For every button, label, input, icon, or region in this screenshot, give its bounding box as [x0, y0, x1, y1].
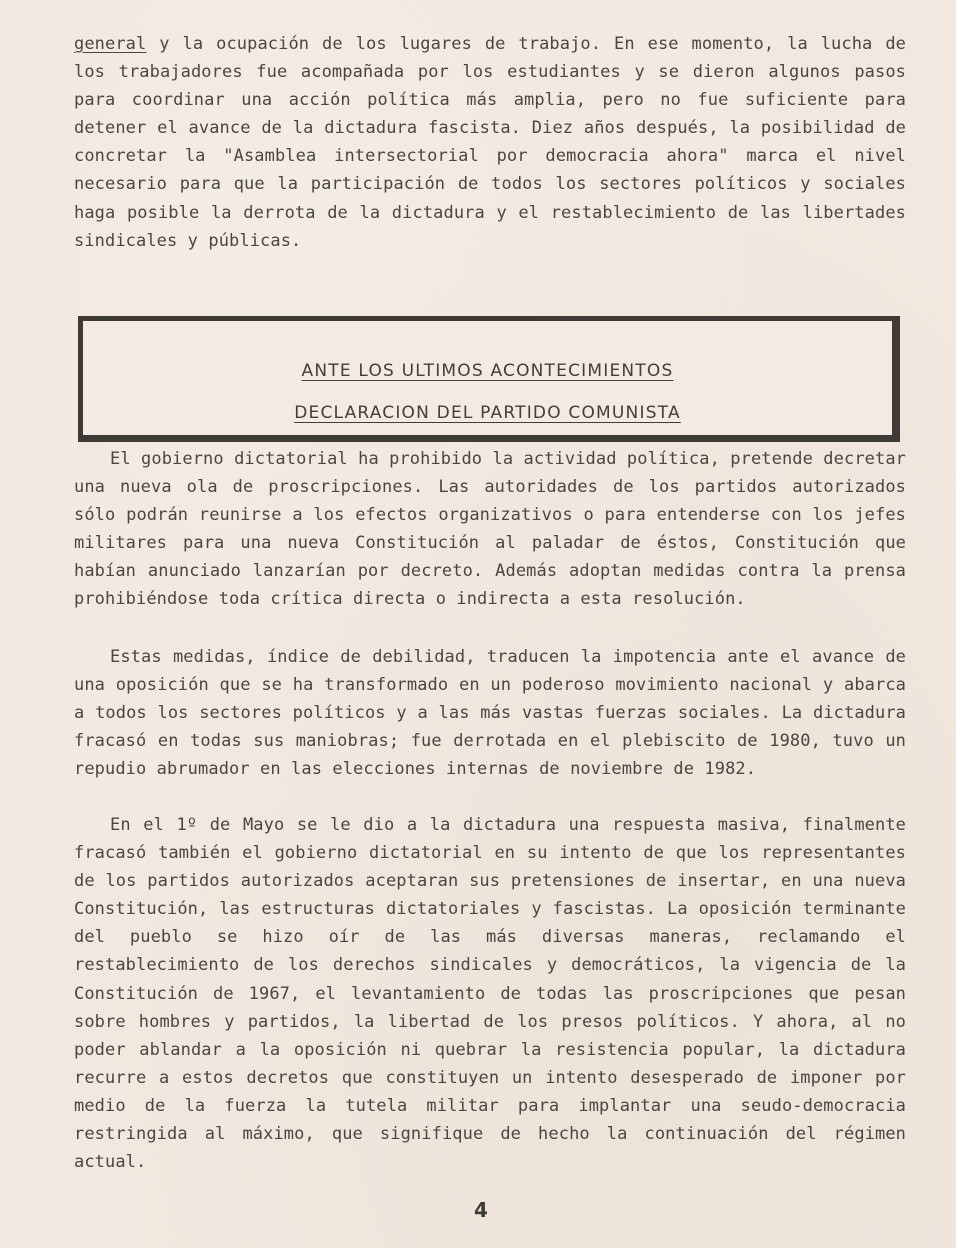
body-paragraph-3: En el 1º de Mayo se le dio a la dictadura una respuesta masiva, finalmente fracasó también el gobierno dictatorial en su intento de que los representantes de los partidos autorizados aceptaran sus pretensiones de insertar, en una nueva Constitución, las estructuras dictatoriales y fascistas. La oposición terminante del pueblo se hizo oír de las más diversas maneras, reclamando el restablecimiento de los derechos sindicales y democráticos, la vigencia de la Constitución de 1967, el levantamiento de todas las proscripciones que pesan sobre hombres y partidos, la libertad de los presos políticos. Y ahora, al no poder ablandar a la oposición ni quebrar la resistencia popular, la dictadura recurre a estos decretos que constituyen un intento desesperado de imponer por medio de la fuerza la tutela militar para implantar una seudo-democracia restringida al máximo, que signifique de hecho la continuación del régimen actual. — [74, 815, 906, 1173]
boxed-heading — [78, 316, 900, 442]
body-paragraph-1: El gobierno dictatorial ha prohibido la actividad política, pretende decretar una nueva ola de proscripciones. Las autoridades de los partidos autorizados sólo podrán reunirse a los efectos organizativos o para entenderse con los jefes militares para una nueva Constitución al paladar de éstos, Constitución que habían anunciado lanzarían por decreto. Además adoptan medidas contra la prensa prohibiéndose toda crítica directa o indirecta a esta resolución. — [74, 449, 906, 610]
heading-line-2: DECLARACION DEL PARTIDO COMUNISTA — [294, 403, 681, 423]
page-number: 4 — [474, 1198, 488, 1222]
body-paragraph-2: Estas medidas, índice de debilidad, traducen la impotencia ante el avance de una oposición que se ha transformado en un poderoso movimiento nacional y abarca a todos los sectores políticos y a las más vastas fuerzas sociales. La dictadura fracasó en todas sus maniobras; fue derrotada en el plebiscito de 1980, tuvo un repudio abrumador en las elecciones internas de noviembre de 1982. — [74, 647, 906, 780]
intro-lead-word: general — [74, 34, 147, 54]
intro-paragraph-text: y la ocupación de los lugares de trabajo. En ese momento, la lucha de los trabajadores fue acompañada por los estudiantes y se dieron algunos pasos para coordinar una acción política más amplia, pero no fue suficiente para detener el avance de la dictadura fascista. Diez años después, la posibilidad de concretar la "Asamblea intersectorial por democracia ahora" marca el nivel necesario para que la participación de todos los sectores políticos y sociales haga posible la derrota de la dictadura y el restablecimiento de las libertades sindicales y públicas. — [74, 34, 906, 251]
intro-paragraph — [74, 30, 906, 255]
heading-line-1: ANTE LOS ULTIMOS ACONTECIMIENTOS — [301, 361, 674, 381]
